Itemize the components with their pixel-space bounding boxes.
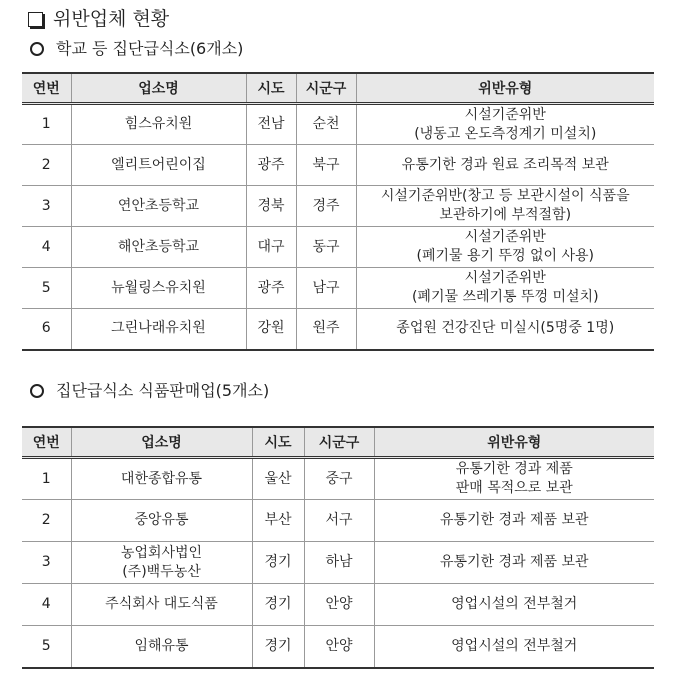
checkbox-square-icon — [28, 12, 43, 27]
cell-name: 해안초등학교 — [71, 227, 246, 268]
school-violations-table — [22, 72, 654, 351]
table-row — [22, 542, 654, 584]
section-title-text: 집단급식소 식품판매업(5개소) — [56, 381, 270, 400]
cell-sido: 부산 — [252, 500, 304, 542]
cell-no: 1 — [22, 104, 71, 145]
cell-sido: 대구 — [246, 227, 296, 268]
table-header-row — [22, 73, 654, 104]
column-header-sigungu: 시군구 — [296, 73, 356, 104]
cell-violation: 시설기준위반 (폐기물 용기 뚜껑 없이 사용) — [356, 227, 654, 268]
cell-sigungu: 하남 — [304, 542, 374, 584]
cell-no: 4 — [22, 227, 71, 268]
column-header-violation: 위반유형 — [356, 73, 654, 104]
cell-no: 3 — [22, 542, 71, 584]
column-header-name: 업소명 — [71, 73, 246, 104]
cell-sigungu: 안양 — [304, 584, 374, 626]
cell-sido: 강원 — [246, 309, 296, 350]
column-header-sido: 시도 — [252, 427, 304, 458]
section-title-school — [30, 38, 243, 60]
cell-no: 6 — [22, 309, 71, 350]
column-header-no: 연번 — [22, 427, 71, 458]
cell-no: 1 — [22, 458, 71, 500]
cell-sigungu: 중구 — [304, 458, 374, 500]
cell-name: 중앙유통 — [71, 500, 252, 542]
table-header-row — [22, 427, 654, 458]
table-row — [22, 268, 654, 309]
cell-sido: 광주 — [246, 268, 296, 309]
cell-no: 5 — [22, 626, 71, 668]
cell-sido: 경기 — [252, 626, 304, 668]
cell-sigungu: 안양 — [304, 626, 374, 668]
section-title-food-sales — [30, 380, 269, 402]
cell-violation: 종업원 건강진단 미실시(5명중 1명) — [356, 309, 654, 350]
cell-sigungu: 동구 — [296, 227, 356, 268]
cell-violation: 유통기한 경과 제품 보관 — [374, 542, 654, 584]
table-row — [22, 227, 654, 268]
cell-violation: 영업시설의 전부철거 — [374, 626, 654, 668]
cell-sigungu: 원주 — [296, 309, 356, 350]
cell-name: 농업회사법인 (주)백두농산 — [71, 542, 252, 584]
cell-sido: 전남 — [246, 104, 296, 145]
cell-sigungu: 순천 — [296, 104, 356, 145]
column-header-sido: 시도 — [246, 73, 296, 104]
cell-sigungu: 북구 — [296, 145, 356, 186]
cell-no: 2 — [22, 500, 71, 542]
cell-no: 2 — [22, 145, 71, 186]
circle-bullet-icon — [30, 384, 44, 398]
cell-sigungu: 남구 — [296, 268, 356, 309]
section-title-text: 학교 등 집단급식소(6개소) — [56, 39, 244, 58]
cell-sido: 경기 — [252, 584, 304, 626]
cell-name: 힘스유치원 — [71, 104, 246, 145]
cell-name: 뉴월링스유치원 — [71, 268, 246, 309]
table-row — [22, 186, 654, 227]
cell-violation: 유통기한 경과 제품 보관 — [374, 500, 654, 542]
cell-no: 4 — [22, 584, 71, 626]
table-row — [22, 500, 654, 542]
table-row — [22, 626, 654, 668]
page-title: 위반업체 현황 — [53, 8, 170, 30]
column-header-no: 연번 — [22, 73, 71, 104]
cell-name: 연안초등학교 — [71, 186, 246, 227]
cell-violation: 시설기준위반 (냉동고 온도측정계기 미설치) — [356, 104, 654, 145]
table-row — [22, 145, 654, 186]
cell-sido: 경북 — [246, 186, 296, 227]
page-heading — [28, 6, 169, 32]
cell-sigungu: 서구 — [304, 500, 374, 542]
table-row — [22, 458, 654, 500]
column-header-name: 업소명 — [71, 427, 252, 458]
table-row — [22, 309, 654, 350]
cell-violation: 시설기준위반 (폐기물 쓰레기통 뚜껑 미설치) — [356, 268, 654, 309]
cell-violation: 영업시설의 전부철거 — [374, 584, 654, 626]
cell-name: 주식회사 대도식품 — [71, 584, 252, 626]
cell-sido: 울산 — [252, 458, 304, 500]
cell-no: 3 — [22, 186, 71, 227]
cell-violation: 유통기한 경과 제품 판매 목적으로 보관 — [374, 458, 654, 500]
cell-no: 5 — [22, 268, 71, 309]
column-header-sigungu: 시군구 — [304, 427, 374, 458]
column-header-violation: 위반유형 — [374, 427, 654, 458]
cell-name: 그린나래유치원 — [71, 309, 246, 350]
cell-sigungu: 경주 — [296, 186, 356, 227]
circle-bullet-icon — [30, 42, 44, 56]
table-row — [22, 104, 654, 145]
cell-violation: 유통기한 경과 원료 조리목적 보관 — [356, 145, 654, 186]
cell-sido: 광주 — [246, 145, 296, 186]
cell-violation: 시설기준위반(창고 등 보관시설이 식품을 보관하기에 부적절함) — [356, 186, 654, 227]
cell-name: 대한종합유통 — [71, 458, 252, 500]
cell-name: 임해유통 — [71, 626, 252, 668]
cell-sido: 경기 — [252, 542, 304, 584]
cell-name: 엘리트어린이집 — [71, 145, 246, 186]
table-row — [22, 584, 654, 626]
food-sales-violations-table — [22, 426, 654, 669]
